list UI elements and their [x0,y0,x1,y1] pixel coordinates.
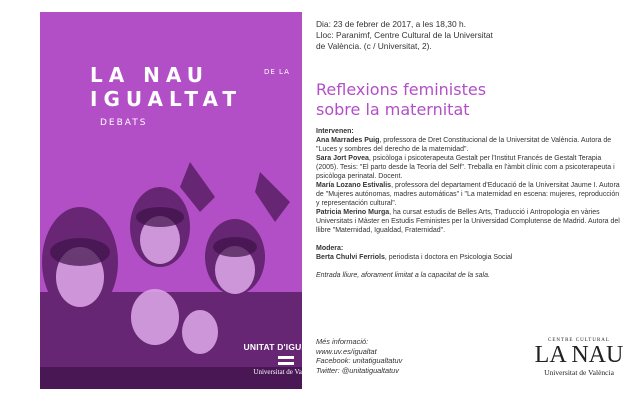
event-body [316,127,622,280]
speaker-item [316,154,622,181]
la-nau-logo-top: CENTRE CULTURAL [548,338,610,343]
info-label: Més informació: [316,337,369,346]
poster-logo-line2: IGUALTAT [90,87,243,111]
event-title-line1: Reflexions feministes [316,80,487,99]
more-info [316,337,402,375]
event-date: Dia: 23 de febrer de 2017, a les 18,30 h. [316,19,466,29]
speakers-label: Intervenen: [316,128,354,135]
speaker-bio: , professora del departament d'Educació de la Universitat Jaume I. Autora de "Mujeres autónomas, madres automáticas" i "La maternidad en escena: mujeres, reproducción y representación cultural". [316,182,620,207]
brand-name: UNITAT D'IGUALTAT [243,342,329,352]
la-nau-logo-main: LA NAU [534,342,624,368]
moderator-item [316,253,622,262]
poster-logo-line1: LA NAU [90,63,210,87]
speaker-item [316,181,622,208]
moderator-label: Modera: [316,245,344,252]
equals-icon [278,356,294,365]
la-nau-logo [534,338,624,377]
speaker-bio: , professora de Dret Constitucional de la Universitat de València. Autora de "Luces y sombres del derecho de la maternidad". [316,137,612,153]
la-nau-logo-bottom: Universitat de València [544,368,614,377]
speaker-name: Ana Marrades Puig [316,137,380,144]
speaker-bio: , psicòloga i psicoterapeuta Gestalt per l'Institut Francés de Gestalt Terapia (2005). Tesis: "El parto desde la Teoría del Self". Treballa en l'àmbit clínic com a psicoterapeuta i psicòloga perinatal. Docent. [316,155,615,180]
poster-logo-sub: DEBATS [100,118,148,128]
info-twitter[interactable]: Twitter: @unitatigualtatuv [316,365,399,375]
moderator-bio: , periodista i doctora en Psicologia Social [384,254,513,261]
speaker-bio: , ha cursat estudis de Belles Arts, Traducció i Antropologia en vàries Universitats i Màster en Estudis Feministes per la Universidad Complutense de Madrid. Autora del llibre "Maternidad, Igualdad, Fraternidad". [316,209,620,234]
poster-logo [90,64,290,128]
brand-uv: Universitat de València [253,368,319,376]
speaker-name: María Lozano Estivalis [316,182,392,189]
info-facebook[interactable]: Facebook: unitatigualtatuv [316,356,403,365]
speaker-name: Patricia Merino Murga [316,209,390,216]
speaker-name: Sara Jort Povea [316,155,369,162]
event-title-line2: sobre la maternitat [316,100,470,119]
event-place: Lloc: Paranimf, Centre Cultural de la Universitat [316,30,493,40]
speaker-item [316,136,622,154]
poster-logo-de: DE LA [264,68,290,76]
event-title [316,80,486,120]
moderator-name: Berta Chulvi Ferriols [316,254,385,261]
event-poster [40,12,329,389]
event-when [316,19,493,52]
event-address: de València. (c / Universitat, 2). [316,41,432,51]
speaker-item [316,208,622,235]
info-web-link[interactable]: www.uv.es/igualtat [316,346,377,356]
entry-note: Entrada lliure, aforament limitat a la capacitat de la sala. [316,272,490,279]
